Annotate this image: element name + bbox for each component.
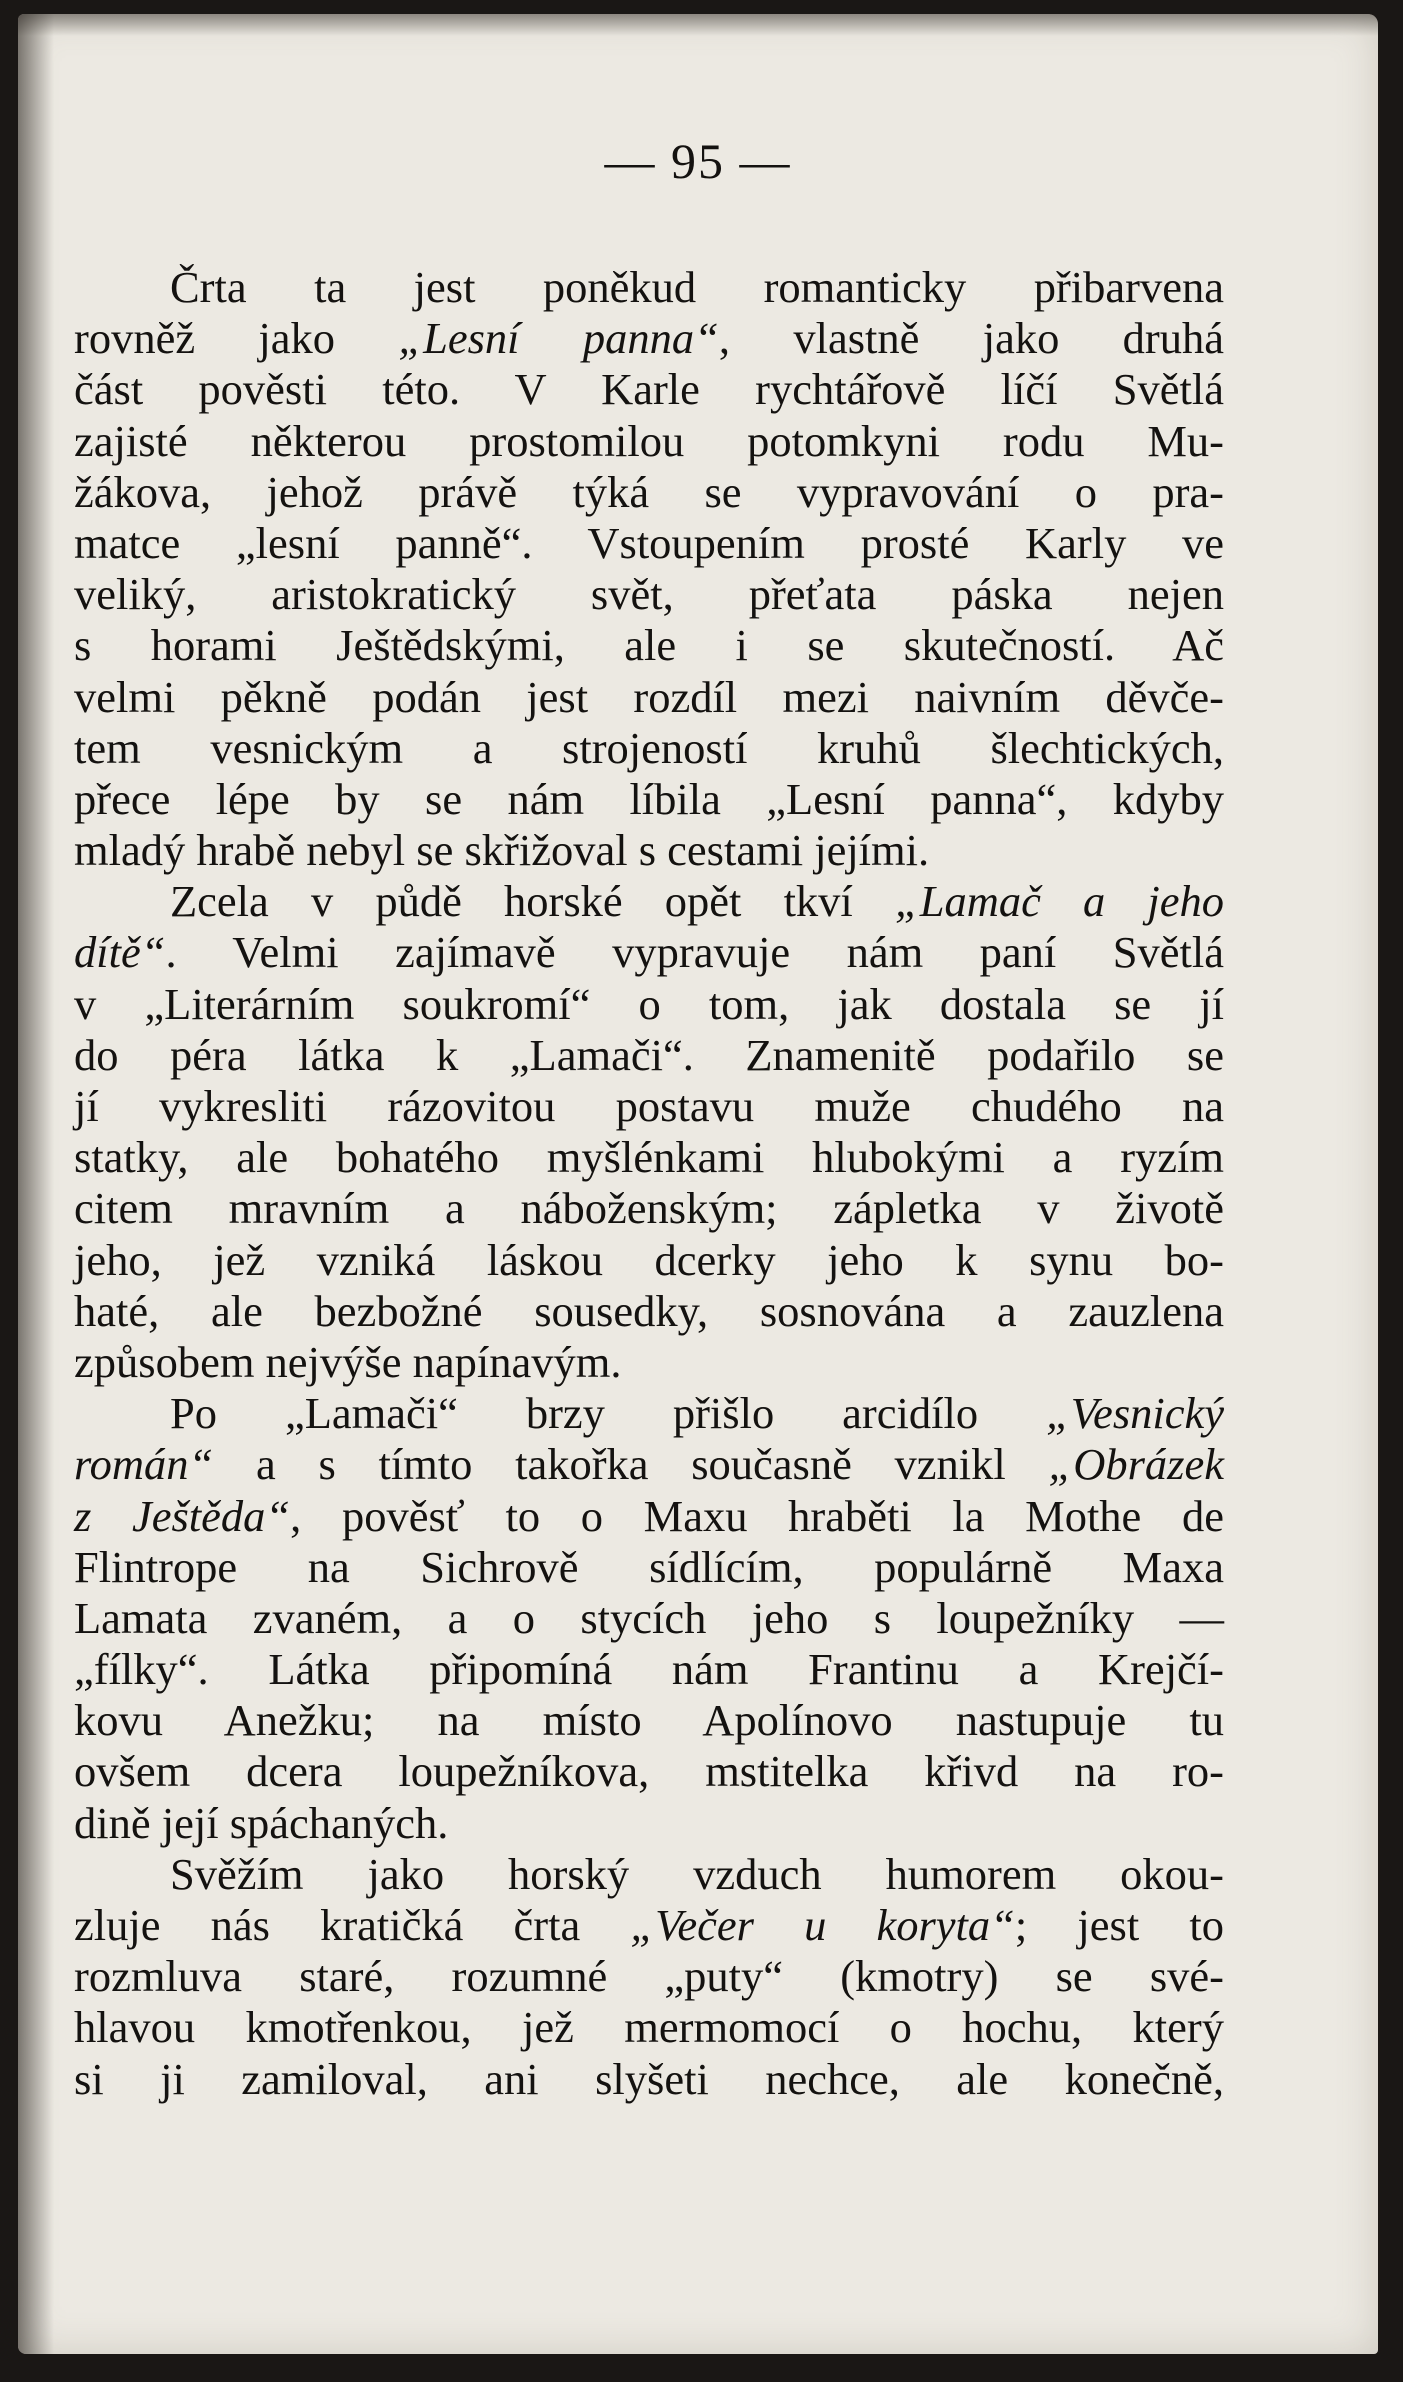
text-line — [74, 825, 1224, 876]
text-segment: jeho, jež vzniká láskou dcerky jeho k synu bo- — [74, 1234, 1224, 1285]
text-line — [74, 518, 1224, 569]
text-segment: dině její spáchaných. — [74, 1797, 449, 1848]
text-line — [74, 2002, 1224, 2053]
text-line — [74, 1849, 1224, 1900]
text-segment: Črta ta jest poněkud romanticky přibarvena — [170, 262, 1224, 312]
text-line — [74, 262, 1224, 313]
text-line — [74, 876, 1224, 927]
text-segment: žákova, jehož právě týká se vypravování o pra- — [74, 466, 1224, 517]
page-number: — 95 — — [604, 133, 792, 189]
text-segment: zajisté některou prostomilou potomkyni rodu Mu- — [74, 415, 1224, 466]
text-segment: rozmluva staré, rozumné „puty“ (kmotry) se své- — [74, 1951, 1224, 2002]
text-line — [74, 672, 1224, 723]
text-segment: mladý hrabě nebyl se skřižoval s cestami jejími. — [74, 825, 930, 876]
text-line — [74, 2054, 1224, 2105]
text-segment: dítě“ — [74, 927, 166, 978]
text-segment: do péra látka k „Lamači“. Znamenitě podařilo se — [74, 1029, 1224, 1080]
text-line — [74, 569, 1224, 620]
text-line — [74, 416, 1224, 467]
text-segment: Lamata zvaném, a o stycích jeho s loupežníky — — [74, 1592, 1224, 1643]
text-segment: statky, ale bohatého myšlénkami hlubokými a ryzím — [74, 1132, 1224, 1183]
text-line — [74, 1644, 1224, 1695]
text-segment: zluje nás kratičká črta — [74, 1900, 631, 1950]
text-line — [74, 467, 1224, 518]
text-line — [74, 364, 1224, 415]
text-line — [74, 1081, 1224, 1132]
text-segment: v „Literárním soukromí“ o tom, jak dostala se jí — [74, 978, 1224, 1029]
text-line — [74, 723, 1224, 774]
text-line — [74, 1593, 1224, 1644]
text-segment: „Lamač a jeho — [894, 876, 1225, 927]
text-line — [74, 927, 1224, 978]
text-line — [74, 620, 1224, 671]
text-segment: „fílky“. Látka připomíná nám Frantinu a Krejčí- — [74, 1644, 1224, 1695]
text-segment: způsobem nejvýše napínavým. — [74, 1336, 622, 1387]
text-line — [74, 1183, 1224, 1234]
text-line — [74, 774, 1224, 825]
text-segment: veliký, aristokratický svět, přeťata páska nejen — [74, 569, 1224, 620]
text-segment: „Vesnický — [1046, 1388, 1224, 1439]
text-segment: Zcela v půdě horské opět tkví — [170, 876, 895, 927]
text-line — [74, 313, 1224, 364]
text-line — [74, 1388, 1224, 1439]
text-segment: s horami Ještědskými, ale i se skutečností. Ač — [74, 620, 1224, 671]
text-segment: haté, ale bezbožné sousedky, sosnována a zauzlena — [74, 1285, 1224, 1336]
text-line — [74, 1798, 1224, 1849]
text-segment: . Velmi zajímavě vypravuje nám paní Světlá — [165, 927, 1224, 978]
text-line — [74, 1132, 1224, 1183]
text-line — [74, 1542, 1224, 1593]
text-segment: část pověsti této. V Karle rychtářově líčí Světlá — [74, 364, 1224, 415]
text-segment: ovšem dcera loupežníkova, mstitelka křivd na ro- — [74, 1746, 1224, 1797]
text-line — [74, 1951, 1224, 2002]
text-segment: Flintrope na Sichrově sídlícím, populárně Maxa — [74, 1541, 1224, 1592]
text-segment: velmi pěkně podán jest rozdíl mezi naivním děvče- — [74, 671, 1224, 722]
text-segment: , pověsť to o Maxu hraběti la Mothe de — [290, 1490, 1224, 1541]
text-segment: rovněž jako — [74, 313, 399, 364]
page-shadow-top — [18, 14, 1378, 36]
text-segment: Po „Lamači“ brzy přišlo arcidílo — [170, 1388, 1047, 1439]
text-segment: tem vesnickým a strojeností kruhů šlechtických, — [74, 722, 1224, 773]
text-segment: „Obrázek — [1048, 1439, 1224, 1490]
text-line — [74, 1337, 1224, 1388]
text-line — [74, 1491, 1224, 1542]
text-line — [74, 1439, 1224, 1490]
page-shadow-left — [18, 14, 54, 2354]
text-segment: z Ještěda“ — [74, 1490, 291, 1541]
text-segment: „Večer u koryta“ — [630, 1900, 1015, 1950]
text-line — [74, 1695, 1224, 1746]
text-segment: román“ — [74, 1439, 214, 1490]
text-line — [74, 1235, 1224, 1286]
text-segment: a s tímto takořka současně vznikl — [213, 1439, 1049, 1490]
text-segment: Svěžím jako horský vzduch humorem okou- — [170, 1848, 1224, 1899]
body-text — [74, 262, 1224, 2105]
text-segment: jí vykresliti rázovitou postavu muže chudého na — [74, 1081, 1224, 1131]
text-segment: matce „lesní panně“. Vstoupením prosté Karly ve — [74, 517, 1224, 568]
text-segment: , vlastně jako druhá — [718, 313, 1224, 364]
text-line — [74, 979, 1224, 1030]
book-page — [18, 14, 1378, 2354]
text-line — [74, 1030, 1224, 1081]
text-segment: si ji zamiloval, ani slyšeti nechce, ale konečně, — [74, 2053, 1224, 2104]
text-segment: hlavou kmotřenkou, jež mermomocí o hochu, který — [74, 2002, 1224, 2053]
text-line — [74, 1746, 1224, 1797]
text-segment: ; jest to — [1014, 1900, 1224, 1950]
text-line — [74, 1900, 1224, 1951]
text-segment: kovu Anežku; na místo Apolínovo nastupuje tu — [74, 1695, 1224, 1746]
text-segment: citem mravním a náboženským; zápletka v životě — [74, 1183, 1224, 1234]
text-segment: „Lesní panna“ — [398, 313, 719, 364]
text-segment: přece lépe by se nám líbila „Lesní panna“, kdyby — [74, 773, 1224, 824]
text-line — [74, 1286, 1224, 1337]
